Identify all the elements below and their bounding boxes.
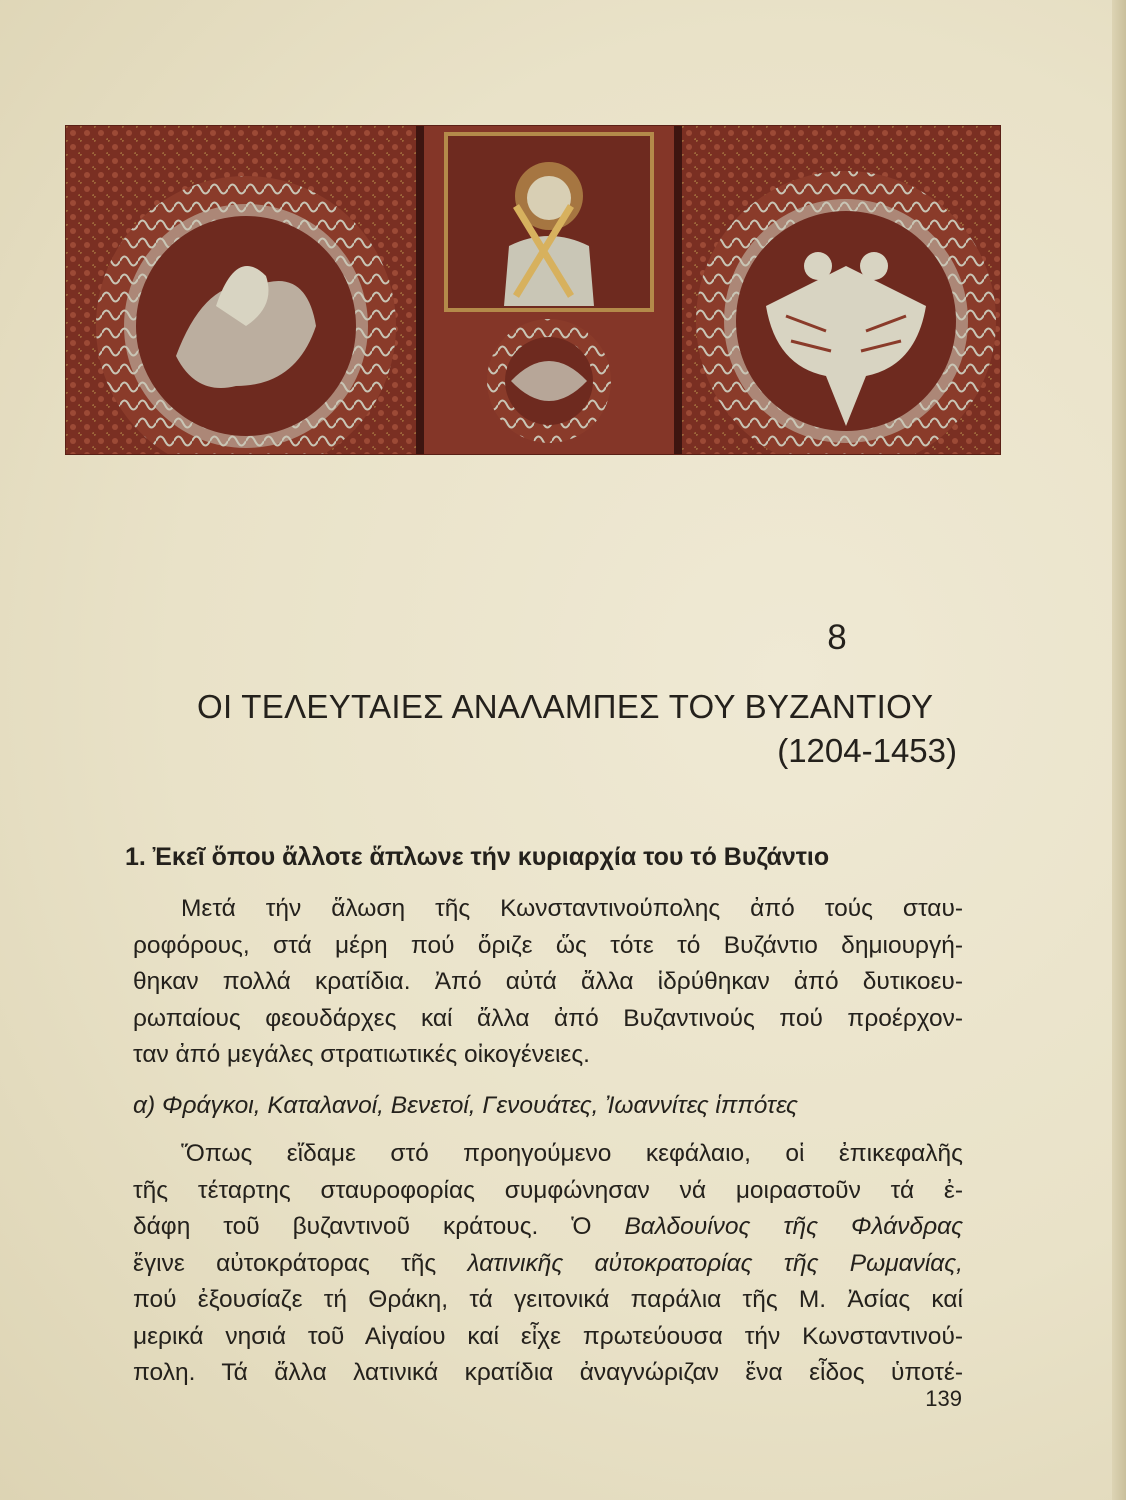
text-segment: δάφη τοῦ βυζαντινοῦ κράτους. Ὁ — [133, 1213, 625, 1240]
text-line — [133, 1246, 963, 1283]
text-line: Μετά τήν ἅλωση τῆς Κωνσταντινούπολης ἀπό τούς σταυ- — [181, 895, 963, 922]
text-line: πολη. Τά ἄλλα λατινικά κρατίδια ἀναγνώριζαν ἕνα εἶδος ὑποτέ- — [133, 1359, 963, 1386]
text-line: ταν ἀπό μεγάλες στρατιωτικές οἰκογένειες. — [133, 1041, 590, 1068]
paragraph-1 — [133, 891, 963, 1074]
text-line: Ὅπως εἴδαμε στό προηγούμενο κεφάλαιο, οἱ ἐπικεφαλῆς — [181, 1140, 963, 1167]
textile-image-icon — [66, 126, 1000, 454]
italic-latin-empire: λατινικῆς αὐτοκρατορίας τῆς Ρωμανίας, — [467, 1249, 963, 1277]
subsection-heading: α) Φράγκοι, Καταλανοί, Βενετοί, Γενουάτες, Ἰωαννίτες ἱππότες — [133, 1092, 798, 1119]
page-number: 139 — [925, 1386, 962, 1411]
section-heading: 1. Ἐκεῖ ὅπου ἄλλοτε ἅπλωνε τήν κυριαρχία του τό Βυζάντιο — [125, 843, 830, 871]
text-line: θηκαν πολλά κρατίδια. Ἀπό αὐτά ἄλλα ἱδρύθηκαν ἀπό δυτικοευ- — [133, 968, 963, 995]
byzantine-textile-illustration — [66, 126, 1000, 454]
text-line: ρωπαίους φεουδάρχες καί ἄλλα ἀπό Βυζαντινούς πού προέρχον- — [133, 1004, 963, 1032]
italic-name-baldwin: Βαλδουίνος τῆς Φλάνδρας — [624, 1213, 963, 1240]
text-line: πού ἐξουσίαζε τή Θράκη, τά γειτονικά παράλια τῆς Μ. Ἀσίας καί — [133, 1286, 963, 1313]
text-line: μερικά νησιά τοῦ Αἰγαίου καί εἶχε πρωτεύουσα τήν Κωνσταντινού- — [133, 1322, 963, 1350]
chapter-title: ΟΙ ΤΕΛΕΥΤΑΙΕΣ ΑΝΑΛΑΜΠΕΣ ΤΟΥ ΒΥΖΑΝΤΙΟΥ — [197, 688, 934, 725]
paragraph-2 — [133, 1136, 963, 1392]
chapter-years: (1204-1453) — [777, 732, 957, 769]
text-line — [133, 1209, 963, 1246]
text-segment: ἔγινε αὐτοκράτορας τῆς — [133, 1249, 468, 1277]
page-edge-shadow — [1112, 0, 1126, 1500]
chapter-number: 8 — [827, 618, 847, 657]
text-line: ροφόρους, στά μέρη πού ὅριζε ὥς τότε τό Βυζάντιο δημιουργή- — [133, 931, 963, 959]
text-line: τῆς τέταρτης σταυροφορίας συμφώνησαν νά μοιραστοῦν τά ἐ- — [133, 1176, 963, 1204]
